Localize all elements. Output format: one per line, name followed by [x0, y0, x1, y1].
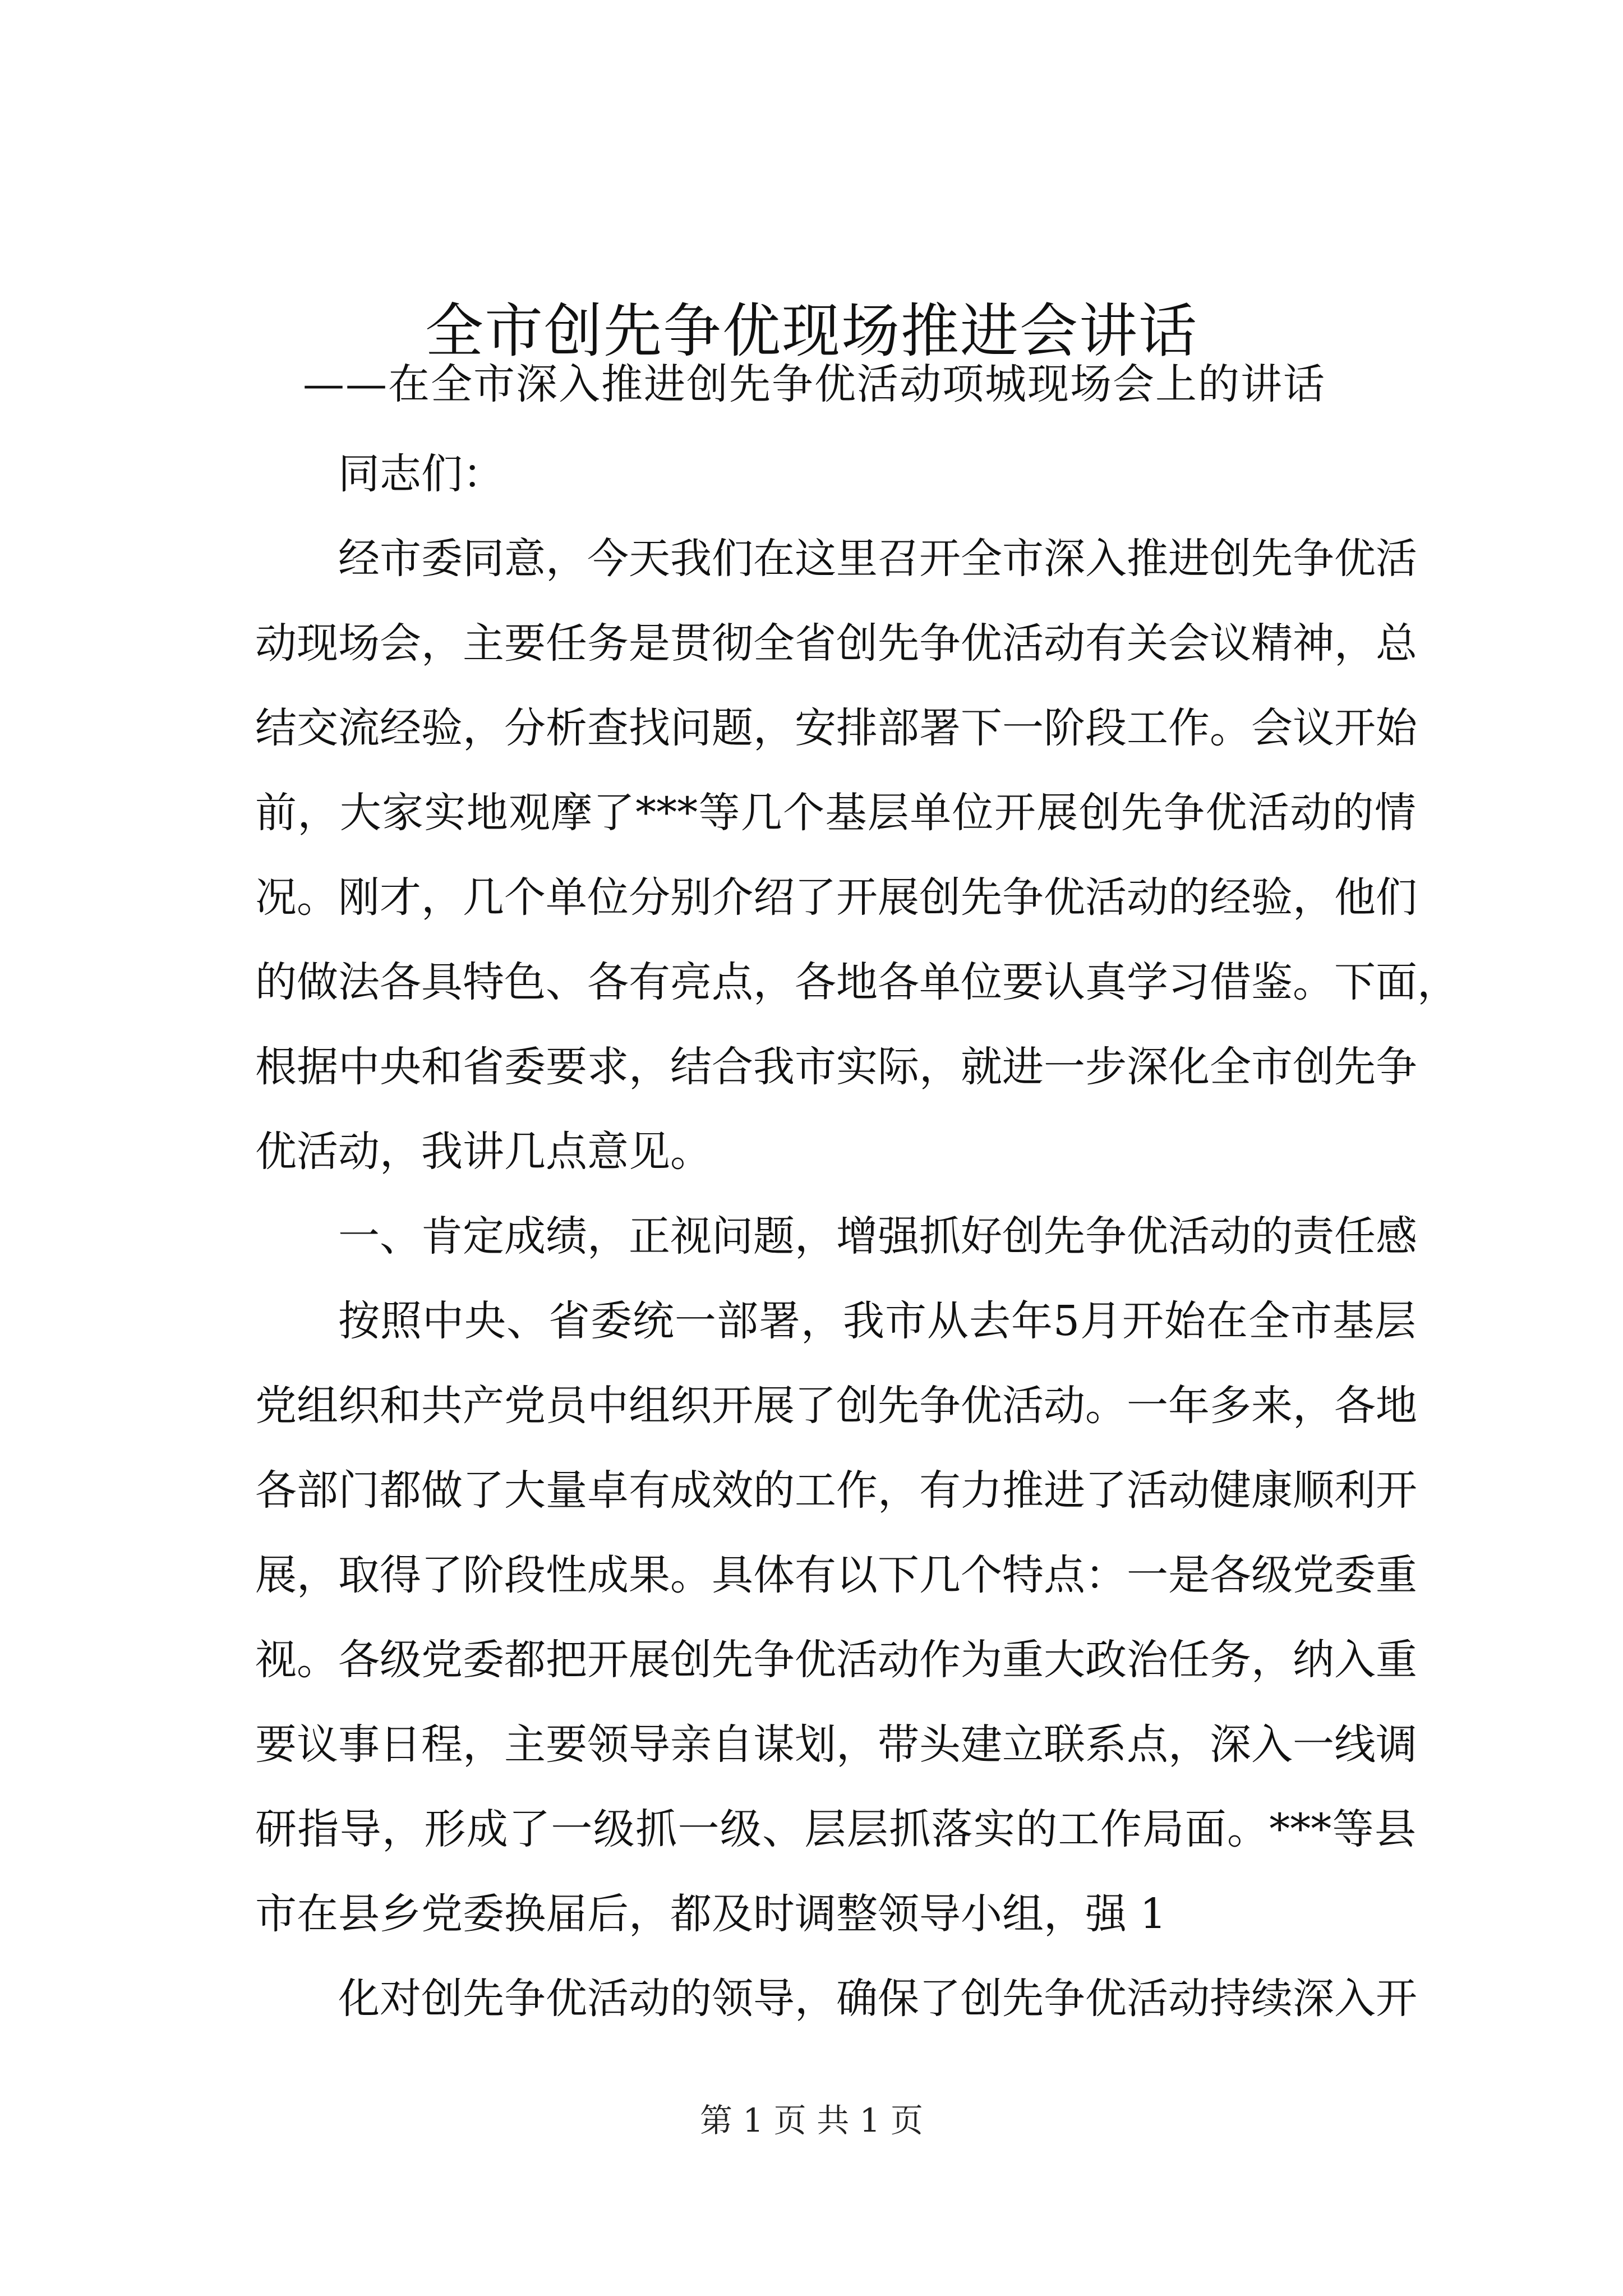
document-body [255, 432, 1459, 2041]
paragraph-line: 按照中央、省委统一部署，我市从去年5月开始在全市基层 [338, 1297, 1416, 1345]
paragraph-line: 化对创先争优活动的领导，确保了创先争优活动持续深入开 [338, 1975, 1417, 2023]
paragraph-line: 动现场会，主要任务是贯彻全省创先争优活动有关会议精神，总 [255, 619, 1417, 668]
salutation: 同志们： [338, 450, 504, 498]
paragraph-line: 展，取得了阶段性成果。具体有以下几个特点：一是各级党委重 [255, 1551, 1417, 1599]
section-heading: 一、肯定成绩，正视问题，增强抓好创先争优活动的责任感 [338, 1212, 1417, 1260]
paragraph-line: 经市委同意，今天我们在这里召开全市深入推进创先争优活 [338, 535, 1417, 583]
paragraph-line: 市在县乡党委换届后，都及时调整领导小组，强 1 [255, 1890, 1166, 1938]
paragraph-line: 要议事日程，主要领导亲自谋划，带头建立联系点，深入一线调 [255, 1720, 1417, 1769]
paragraph-line: 优活动，我讲几点意见。 [255, 1128, 712, 1176]
paragraph-line: 况。刚才，几个单位分别介绍了开展创先争优活动的经验，他们 [255, 873, 1417, 922]
paragraph-line: 视。各级党委都把开展创先争优活动作为重大政治任务，纳入重 [255, 1636, 1417, 1684]
paragraph-line: 党组织和共产党员中组织开展了创先争优活动。一年多来，各地 [255, 1382, 1417, 1430]
paragraph-line: 的做法各具特色、各有亮点，各地各单位要认真学习借鉴。下面， [255, 958, 1459, 1006]
document-subtitle: ——在全市深入推进创先争优活动项城现场会上的讲话 [303, 360, 1326, 408]
document-title: 全市创先争优现场推进会讲话 [425, 297, 1198, 365]
paragraph-line: 结交流经验，分析查找问题，安排部署下一阶段工作。会议开始 [255, 704, 1417, 752]
paragraph-line: 研指导，形成了一级抓一级、层层抓落实的工作局面。***等县 [255, 1805, 1416, 1853]
page-footer: 第 1 页 共 1 页 [700, 2101, 923, 2139]
paragraph-line: 各部门都做了大量卓有成效的工作，有力推进了活动健康顺利开 [255, 1466, 1417, 1515]
paragraph-line: 根据中央和省委要求，结合我市实际，就进一步深化全市创先争 [255, 1043, 1417, 1091]
paragraph-line: 前，大家实地观摩了***等几个基层单位开展创先争优活动的情 [255, 789, 1416, 837]
